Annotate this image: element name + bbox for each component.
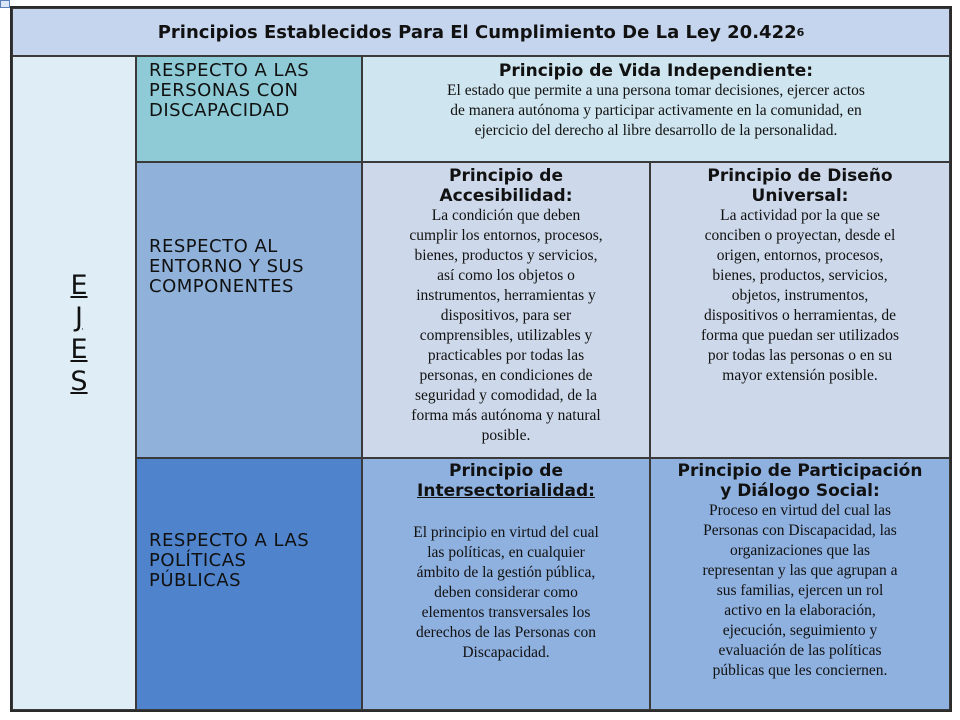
principle-text-line: ejecución, seguimiento y [722,622,878,639]
principle-text-line: cumplir los entornos, procesos, [409,227,603,244]
principle-text-line: bienes, productos y servicios, [414,247,598,264]
principle-text-line: mayor extensión posible. [722,367,878,384]
axis-label-line: RESPECTO AL [149,236,278,257]
ejes-letter: S [70,366,88,397]
principle-text-line: bienes, productos, servicios, [712,267,888,284]
principle-title: Principio de Participación [677,461,923,481]
principle-text-line: ejercicio del derecho al libre desarrollo de la personalidad. [474,122,838,139]
principle-text-line: por todas las personas o en su [707,347,893,364]
principle-text-line: instrumentos, herramientas y [416,287,596,304]
axis-label-line: ENTORNO Y SUS [149,256,305,277]
ejes-letter: E [70,270,88,301]
principle-text-line: posible. [481,427,531,444]
principle-title: Intersectorialidad: [417,481,595,501]
principle-title: Principio de Diseño [707,166,893,186]
principle-text-line: conciben o proyectan, desde el [704,227,896,244]
principle-text-line: dispositivos o herramientas, de [704,307,896,324]
principle-text-line: Discapacidad. [462,644,550,661]
principle-text-line: forma más autónoma y natural [411,407,601,424]
principle-text-line: elementos transversales los [421,604,591,621]
principle-text-line: Personas con Discapacidad, las [703,522,897,539]
axis-label-personas [136,56,362,162]
axis-label-line: PERSONAS CON [149,80,299,101]
principle-text-line: evaluación de las políticas [718,642,882,659]
table-title-text: Principios Establecidos Para El Cumplimiento De La Ley 20.422 [157,21,797,43]
principle-text-line: seguridad y comodidad, de la [414,387,598,404]
axis-label-line: PÚBLICAS [149,570,242,591]
principle-text-line: de manera autónoma y participar activamente en la comunidad, en [450,102,862,119]
principle-text-line: personas, en condiciones de [419,367,593,384]
axis-label-line: RESPECTO A LAS [149,530,310,551]
principle-title: Principio de [449,461,563,481]
principle-participacion-dialogo [650,458,950,710]
table-title [12,8,950,56]
principle-diseno-universal [650,162,950,458]
axis-label-line: POLÍTICAS [149,550,247,571]
principle-text-line: las políticas, en cualquier [427,544,585,561]
ejes-letter: J [75,302,83,333]
corner-marker-icon [0,0,10,8]
principle-text-line: activo en la elaboración, [724,602,876,619]
principle-text-line: ámbito de la gestión pública, [416,564,596,581]
ejes-letter: E [70,334,88,365]
principle-accesibilidad [362,162,650,458]
principle-text-line: dispositivos, para ser [440,307,572,324]
principle-text-line: representan y las que agrupan a [702,562,898,579]
principle-title: Principio de [449,166,563,186]
principle-text-line: sus familias, ejercen un rol [716,582,884,599]
principle-title: Principio de Vida Independiente: [498,61,814,81]
principle-text-line: forma que puedan ser utilizados [701,327,899,344]
spacer [363,501,649,523]
principle-title: y Diálogo Social: [720,481,880,501]
principle-text-line: públicas que les conciernen. [712,662,888,679]
principle-text-line: objetos, instrumentos, [731,287,869,304]
principle-text-line: El estado que permite a una persona tomar decisiones, ejercer actos [447,82,865,99]
principle-text-line: La actividad por la que se [720,207,880,224]
principle-text-line: Proceso en virtud del cual las [708,502,892,519]
principle-text-line: derechos de las Personas con [416,624,596,641]
principle-title: Universal: [751,186,849,206]
principle-text-line: así como los objetos o [437,267,575,284]
principle-title: Accesibilidad: [439,186,573,206]
axis-label-line: DISCAPACIDAD [149,100,290,121]
principle-text-line: La condición que deben [431,207,581,224]
principle-text-line: deben considerar como [434,584,578,601]
principle-text-line: comprensibles, utilizables y [419,327,593,344]
axis-label-line: COMPONENTES [149,276,294,297]
ejes-vertical-label [54,270,104,398]
axis-label-politicas [136,458,362,710]
principle-vida-independiente [362,56,950,162]
principle-text-line: origen, entornos, procesos, [716,247,884,264]
principle-text-line: practicables por todas las [427,347,585,364]
axis-label-entorno [136,162,362,458]
title-footnote-marker: 6 [796,25,805,39]
principle-text-line: El principio en virtud del cual [413,524,599,541]
principle-intersectorialidad [362,458,650,710]
principle-text-line: organizaciones que las [729,542,871,559]
axis-label-line: RESPECTO A LAS [149,60,310,81]
